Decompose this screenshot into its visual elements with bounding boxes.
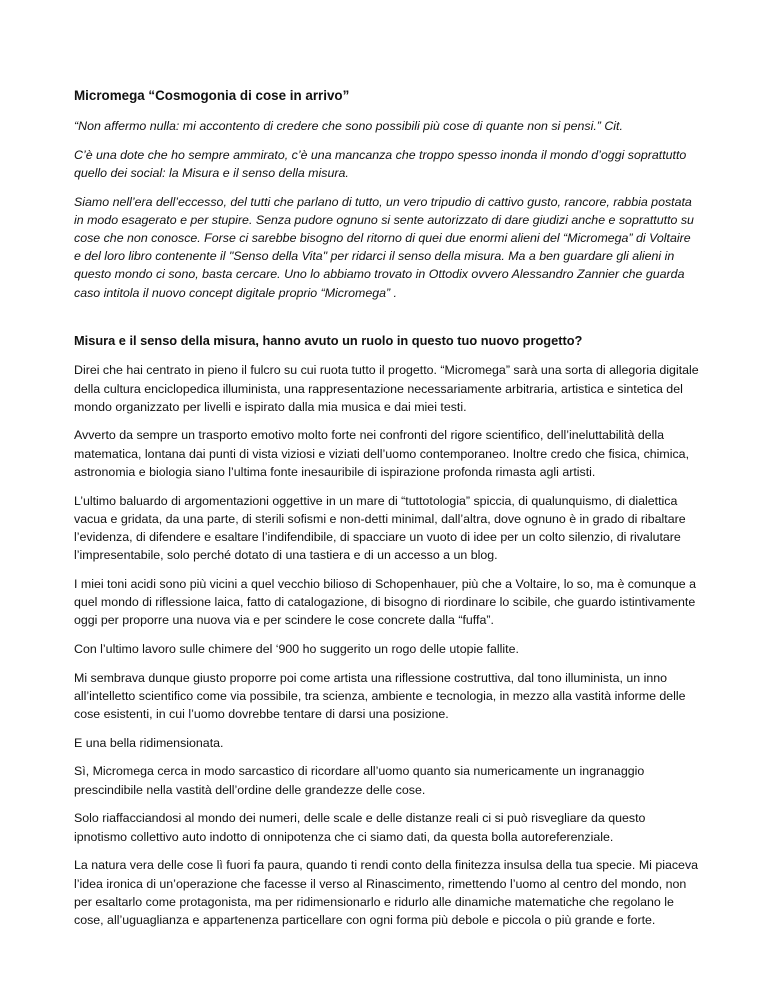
answer-paragraph: I miei toni acidi sono più vicini a quel vecchio bilioso di Schopenhauer, più che a Voltaire, lo so, ma è comunque a quel mondo di riflessione laica, fatto di catalogazione, di bisogno di riordinare lo scibile, che guardo istintivamente oggi per proporre una nuova via e per scindere le cose concrete dalla “fuffa”. xyxy=(74,576,696,628)
answer-paragraph: Con l’ultimo lavoro sulle chimere del ‘900 ho suggerito un rogo delle utopie fallite. xyxy=(74,641,519,656)
answer-paragraph: Direi che hai centrato in pieno il fulcro su cui ruota tutto il progetto. “Micromega” sarà una sorta di allegoria digitale della cultura enciclopedica illuminista, una rappresentazione necessariamente arbitraria, artistica e sintetica del mondo organizzato per livelli e ispirato dalla mia musica e dai miei testi. xyxy=(74,363,699,414)
answer-paragraph: Mi sembrava dunque giusto proporre poi come artista una riflessione costruttiva, dal tono illuminista, un inno all’intelletto scientifico come via possibile, tra scienza, ambiente e tecnologia, in mezzo alla vastità informe delle cose esistenti, in cui l’uomo dovrebbe tentare di darsi una posizione. xyxy=(74,670,686,722)
answer-paragraph: Sì, Micromega cerca in modo sarcastico di ricordare all’uomo quanto sia numericamente un ingranaggio prescindibile nella vastità dell’ordine delle grandezze delle cose. xyxy=(74,764,645,797)
document-title: Micromega “Cosmogonia di cose in arrivo” xyxy=(74,88,350,103)
interview-question: Misura e il senso della misura, hanno avuto un ruolo in questo tuo nuovo progetto? xyxy=(74,333,583,349)
document-page xyxy=(74,87,700,940)
answer-paragraph: E una bella ridimensionata. xyxy=(74,735,224,750)
answer-paragraph: Solo riaffacciandosi al mondo dei numeri, delle scale e delle distanze reali ci si può risvegliare da questo ipnotismo collettivo auto indotto di onnipotenza che ci siamo dati, da questa bolla autoreferenziale. xyxy=(74,811,646,844)
answer-paragraph: La natura vera delle cose lì fuori fa paura, quando ti rendi conto della finitezza insulsa della tua specie. Mi piaceva l’idea ironica di un’operazione che facesse il verso al Rinascimento, rimettendo l’uomo al centro del mondo, non per esaltarlo come protagonista, ma per ridimensionarlo e ridurlo alle dinamiche matematiche che regolano le cose, all’uguaglianza e appartenenza particellare con ogni forma più debole e piccola o più grande e forte. xyxy=(74,858,699,927)
intro-paragraph: C’è una dote che ho sempre ammirato, c’è una mancanza che troppo spesso inonda il mondo d’oggi soprattutto quello dei social: la Misura e il senso della misura. xyxy=(74,147,687,180)
intro-paragraph: Siamo nell’era dell’eccesso, del tutti che parlano di tutto, un vero tripudio di cattivo gusto, rancore, rabbia postata in modo esagerato e per stupire. Senza pudore ognuno si sente autorizzato di dare giudizi anche e soprattutto su cose che non conosce. Forse ci sarebbe bisogno del ritorno di quei due enormi alieni del “Micromega” di Voltaire e del loro libro contenente il "Senso della Vita" per ridarci il senso della misura. Ma a ben guardare gli alieni in questo mondo ci sono, basta cercare. Uno lo abbiamo trovato in Ottodix ovvero Alessandro Zannier che guarda caso intitola il nuovo concept digitale proprio “Micromega” . xyxy=(74,194,694,300)
section-spacer xyxy=(74,312,700,332)
intro-quote: “Non affermo nulla: mi accontento di credere che sono possibili più cose di quante non si pensi.” Cit. xyxy=(74,119,623,133)
answer-paragraph: Avverto da sempre un trasporto emotivo molto forte nei confronti del rigore scientifico, dell’ineluttabilità della matematica, lontana dai punti di vista viziosi e viziati dell’uomo contemporaneo. Inoltre credo che fisica, chimica, astronomia e biologia siano l’ultima fonte inesauribile di ispirazione profonda rimasta agli artisti. xyxy=(74,428,690,479)
answer-paragraph: L’ultimo baluardo di argomentazioni oggettive in un mare di “tuttotologia” spiccia, di qualunquismo, di dialettica vacua e gridata, da una parte, di sterili sofismi e non-detti minimal, dall’altra, dove ognuno è in grado di ribaltare l’evidenza, di difendere e esaltare l’indifendibile, di spacciare un vuoto di idee per un colto silenzio, di rivalutare l’impresentabile, solo perché dotato di una tastiera e di un accesso a un blog. xyxy=(74,493,686,563)
